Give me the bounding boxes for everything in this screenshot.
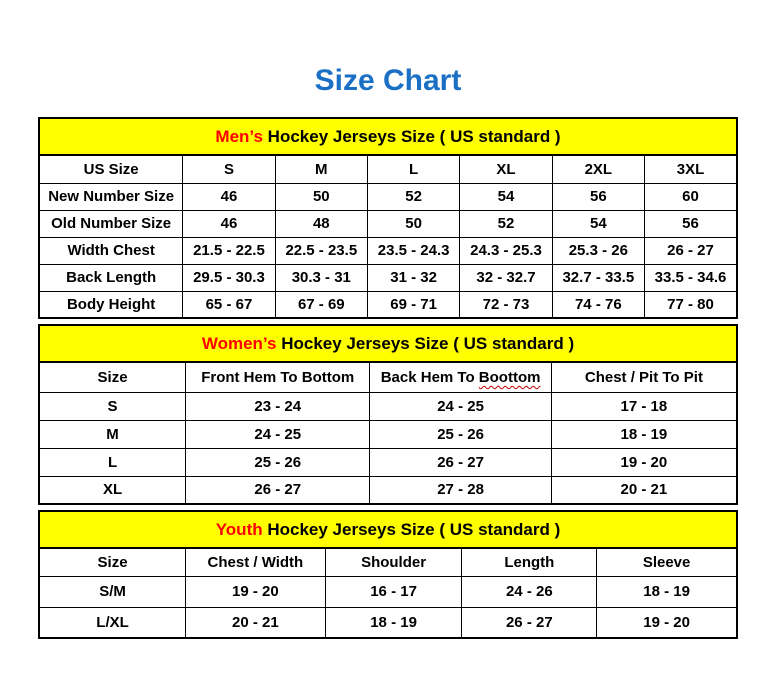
table-cell: 50 (275, 183, 367, 210)
column-header: Chest / Pit To Pit (551, 362, 737, 392)
row-label: Back Length (39, 264, 183, 291)
table-row (39, 420, 737, 448)
table-cell: 48 (275, 210, 367, 237)
column-header-row (39, 362, 737, 392)
table-cell: 50 (367, 210, 459, 237)
table-cell: 22.5 - 23.5 (275, 237, 367, 264)
table-row (39, 476, 737, 504)
banner-text: Hockey Jerseys Size ( US standard ) (276, 333, 575, 353)
table-cell: 26 - 27 (645, 237, 738, 264)
row-label: S/M (39, 576, 186, 607)
column-header: US Size (39, 155, 183, 183)
table-banner-cell (39, 511, 737, 548)
column-header: Sleeve (597, 548, 737, 576)
youth-size-table (38, 510, 738, 639)
table-cell: 21.5 - 22.5 (183, 237, 275, 264)
banner-highlight: Youth (215, 519, 263, 539)
column-header: Length (462, 548, 597, 576)
column-header: L (367, 155, 459, 183)
banner-highlight: Men’s (215, 126, 263, 146)
table-cell: 18 - 19 (551, 420, 737, 448)
table-cell: 19 - 20 (551, 448, 737, 476)
misspelled-word: Boottom (478, 368, 541, 386)
column-header-row (39, 548, 737, 576)
row-label: S (39, 392, 186, 420)
table-cell: 23.5 - 24.3 (367, 237, 459, 264)
table-cell: 56 (552, 183, 644, 210)
table-cell: 33.5 - 34.6 (645, 264, 738, 291)
table-cell: 26 - 27 (186, 476, 370, 504)
table-cell: 25 - 26 (186, 448, 370, 476)
banner-text: Hockey Jerseys Size ( US standard ) (262, 126, 561, 146)
table-banner (39, 118, 737, 155)
table-cell: 24 - 25 (370, 392, 551, 420)
row-label: L/XL (39, 607, 186, 638)
column-header: Back Hem To Boottom (370, 362, 551, 392)
table-cell: 20 - 21 (186, 607, 326, 638)
table-cell: 30.3 - 31 (275, 264, 367, 291)
column-header: 2XL (552, 155, 644, 183)
table-cell: 17 - 18 (551, 392, 737, 420)
table-cell: 24 - 26 (462, 576, 597, 607)
table-cell: 23 - 24 (186, 392, 370, 420)
table-cell: 26 - 27 (462, 607, 597, 638)
table-cell: 26 - 27 (370, 448, 551, 476)
table-row (39, 291, 737, 318)
table-cell: 56 (645, 210, 738, 237)
table-cell: 25 - 26 (370, 420, 551, 448)
table-banner (39, 325, 737, 362)
table-row (39, 210, 737, 237)
table-cell: 19 - 20 (597, 607, 737, 638)
table-cell: 24.3 - 25.3 (460, 237, 552, 264)
table-cell: 52 (460, 210, 552, 237)
table-cell: 77 - 80 (645, 291, 738, 318)
womens-size-table (38, 324, 738, 505)
mens-size-table (38, 117, 738, 319)
column-header: Size (39, 362, 186, 392)
table-banner-cell (39, 325, 737, 362)
column-header: Front Hem To Bottom (186, 362, 370, 392)
row-label: XL (39, 476, 186, 504)
table-cell: 32 - 32.7 (460, 264, 552, 291)
table-row (39, 448, 737, 476)
table-row (39, 607, 737, 638)
table-cell: 25.3 - 26 (552, 237, 644, 264)
table-cell: 27 - 28 (370, 476, 551, 504)
table-banner-cell (39, 118, 737, 155)
table-cell: 16 - 17 (325, 576, 462, 607)
table-cell: 54 (552, 210, 644, 237)
table-cell: 67 - 69 (275, 291, 367, 318)
table-cell: 32.7 - 33.5 (552, 264, 644, 291)
table-cell: 46 (183, 210, 275, 237)
table-cell: 18 - 19 (325, 607, 462, 638)
table-cell: 54 (460, 183, 552, 210)
page-title: Size Chart (314, 64, 462, 97)
table-row (39, 237, 737, 264)
table-banner (39, 511, 737, 548)
table-cell: 20 - 21 (551, 476, 737, 504)
banner-text: Hockey Jerseys Size ( US standard ) (262, 519, 561, 539)
column-header: Shoulder (325, 548, 462, 576)
table-cell: 31 - 32 (367, 264, 459, 291)
row-label: New Number Size (39, 183, 183, 210)
table-cell: 65 - 67 (183, 291, 275, 318)
column-header: 3XL (645, 155, 738, 183)
table-cell: 19 - 20 (186, 576, 326, 607)
row-label: Old Number Size (39, 210, 183, 237)
banner-highlight: Women’s (201, 333, 277, 353)
table-cell: 46 (183, 183, 275, 210)
table-cell: 74 - 76 (552, 291, 644, 318)
row-label: L (39, 448, 186, 476)
table-cell: 24 - 25 (186, 420, 370, 448)
column-header: Chest / Width (186, 548, 326, 576)
column-header: S (183, 155, 275, 183)
column-header: Size (39, 548, 186, 576)
table-row (39, 264, 737, 291)
table-cell: 72 - 73 (460, 291, 552, 318)
table-row (39, 576, 737, 607)
table-cell: 18 - 19 (597, 576, 737, 607)
tables-container (38, 117, 738, 639)
row-label: Width Chest (39, 237, 183, 264)
table-cell: 69 - 71 (367, 291, 459, 318)
table-cell: 52 (367, 183, 459, 210)
column-header: XL (460, 155, 552, 183)
table-cell: 29.5 - 30.3 (183, 264, 275, 291)
row-label: M (39, 420, 186, 448)
row-label: Body Height (39, 291, 183, 318)
column-header-row (39, 155, 737, 183)
table-row (39, 183, 737, 210)
column-header: M (275, 155, 367, 183)
table-cell: 60 (645, 183, 738, 210)
table-row (39, 392, 737, 420)
